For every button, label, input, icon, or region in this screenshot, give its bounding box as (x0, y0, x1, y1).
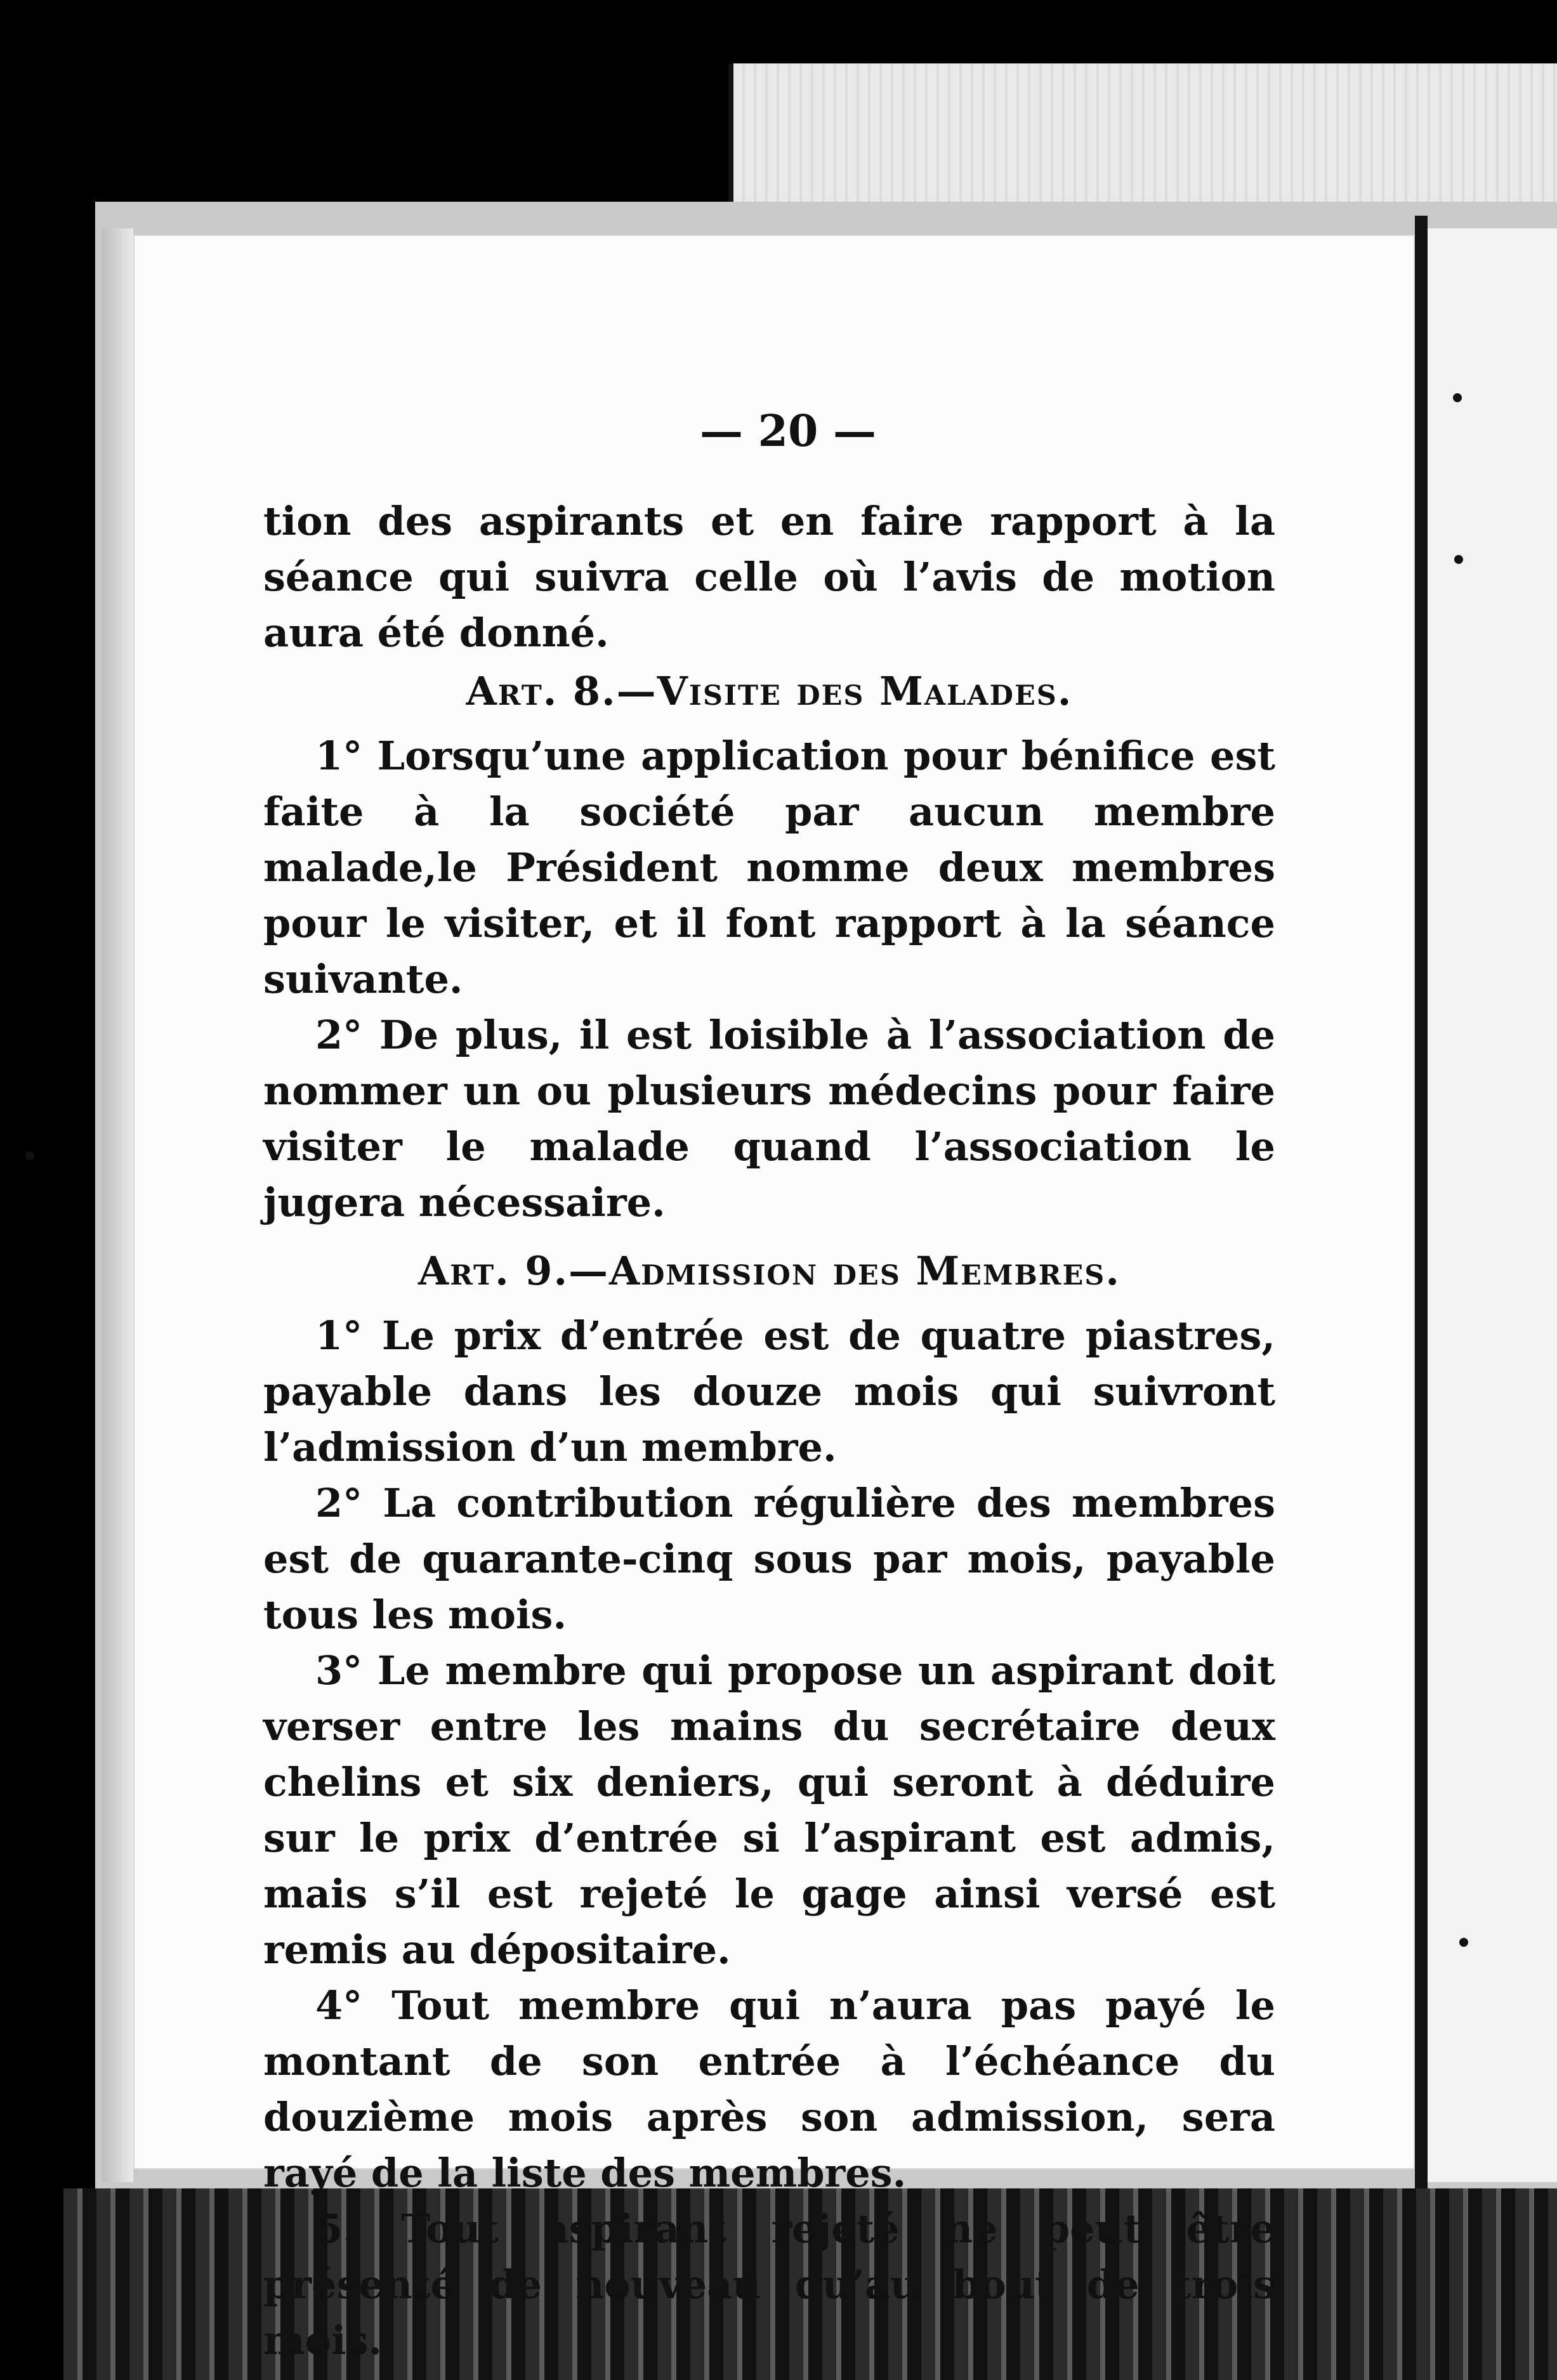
paragraph-art9-2: 2° La contribution régulière des membres est de quarante-cinq sous par mois, payable tous les mois. (263, 1480, 1275, 1638)
article-9-heading: Art. 9.—Admission des Membres. (418, 1248, 1120, 1294)
paragraph-art9-1: 1° Le prix d’entrée est de quatre piastres, payable dans les douze mois qui suivront l’admission d’un membre. (263, 1312, 1275, 1470)
paragraph-art8-2: 2° De plus, il est loisible à l’association de nommer un ou plusieurs médecins pour faire visiter le malade quand l’association le jugera nécessaire. (263, 1012, 1275, 1226)
article-8-heading: Art. 8.—Visite des Malades. (466, 668, 1073, 714)
dust-speck (25, 1151, 34, 1160)
dust-speck (1459, 1938, 1468, 1947)
film-strip-top (728, 63, 1557, 209)
page-number: — 20 — (700, 406, 876, 457)
page-edge (102, 228, 133, 2182)
paragraph-art9-4: 4° Tout membre qui n’aura pas payé le montant de son entrée à l’échéance du douzième mois après son admission, sera rayé de la liste des membres. (263, 1982, 1275, 2196)
paragraph-art9-3: 3° Le membre qui propose un aspirant doit verser entre les mains du secrétaire deux chelins et six deniers, qui seront à déduire sur le prix d’entrée si l’aspirant est admis, mais s’il est rejeté le gage ainsi versé est remis au dépositaire. (263, 1647, 1275, 1973)
page-text (263, 494, 1275, 2369)
dust-speck (1453, 393, 1462, 402)
facing-page (1428, 228, 1557, 2182)
paragraph-art9-5: 5. Tout aspirant rejeté ne peut être présenté de nouveau qu’au bout de trois mois. (263, 2206, 1275, 2364)
paragraph-art8-1: 1° Lorsqu’une application pour bénifice est faite à la société par aucun membre malade,le Président nomme deux membres pour le visiter, et il font rapport à la séance suivante. (263, 733, 1275, 1002)
paragraph-continued: tion des aspirants et en faire rapport à la séance qui suivra celle où l’avis de motion aura été donné. (263, 498, 1275, 656)
dust-speck (1454, 555, 1463, 564)
book-gutter (1415, 216, 1428, 2188)
